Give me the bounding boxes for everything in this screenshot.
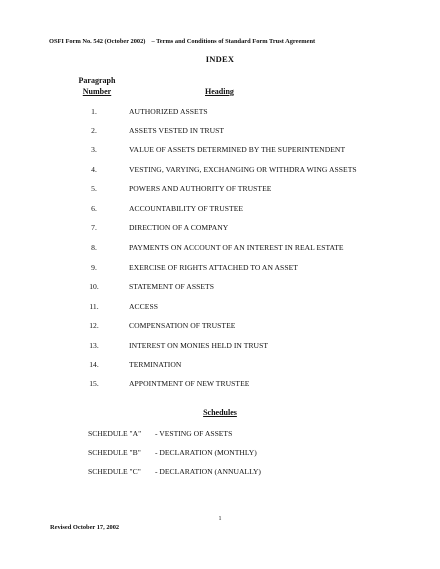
item-number: 14. (89, 360, 99, 369)
item-heading: STATEMENT OF ASSETS (129, 282, 215, 291)
item-number: 12. (89, 321, 99, 330)
schedule-row (0, 466, 440, 478)
paragraph-number-column-header (64, 75, 130, 97)
item-number: 7. (91, 223, 97, 232)
index-item (0, 106, 440, 118)
item-number: 3. (91, 145, 97, 154)
schedules-title: Schedules (203, 408, 237, 417)
schedule-label: SCHEDULE "C" (88, 467, 141, 476)
index-item (0, 378, 440, 390)
index-item (0, 203, 440, 215)
item-heading: COMPENSATION OF TRUSTEE (129, 321, 236, 330)
index-item (0, 359, 440, 371)
heading-column-header: Heading (205, 87, 234, 96)
index-item (0, 164, 440, 176)
item-number: 9. (91, 263, 97, 272)
item-number: 11. (89, 302, 99, 311)
paragraph-label: Paragraph (78, 76, 116, 85)
schedule-row (0, 428, 440, 440)
form-label: OSFI Form No. 542 (October 2002) (49, 38, 146, 45)
index-item (0, 242, 440, 254)
item-heading: VALUE OF ASSETS DETERMINED BY THE SUPERINTENDENT (129, 145, 346, 154)
item-number: 15. (89, 379, 99, 388)
item-number: 1. (91, 107, 97, 116)
item-heading: PAYMENTS ON ACCOUNT OF AN INTEREST IN REAL ESTATE (129, 243, 344, 252)
schedule-description: - DECLARATION (ANNUALLY) (155, 467, 261, 476)
form-header (49, 38, 315, 45)
item-number: 6. (91, 204, 97, 213)
page-number: 1 (218, 516, 222, 522)
item-heading: TERMINATION (129, 360, 182, 369)
index-item (0, 125, 440, 137)
item-heading: ACCOUNTABILITY OF TRUSTEE (129, 204, 244, 213)
index-item (0, 262, 440, 274)
item-number: 8. (91, 243, 97, 252)
item-heading: ACCESS (129, 302, 158, 311)
index-item (0, 183, 440, 195)
item-heading: APPOINTMENT OF NEW TRUSTEE (129, 379, 250, 388)
index-item (0, 340, 440, 352)
item-heading: DIRECTION OF A COMPANY (129, 223, 229, 232)
index-item (0, 281, 440, 293)
item-number: 5. (91, 184, 97, 193)
index-item (0, 144, 440, 156)
revised-date: Revised October 17, 2002 (50, 524, 120, 531)
schedule-description: - VESTING OF ASSETS (155, 429, 233, 438)
index-item (0, 301, 440, 313)
index-item (0, 222, 440, 234)
item-number: 2. (91, 126, 97, 135)
number-label: Number (82, 87, 112, 96)
schedule-description: - DECLARATION (MONTHLY) (155, 448, 257, 457)
item-heading: ASSETS VESTED IN TRUST (129, 126, 225, 135)
schedule-label: SCHEDULE "B" (88, 448, 141, 457)
item-number: 13. (89, 341, 99, 350)
form-title: – Terms and Conditions of Standard Form Trust Agreement (151, 38, 316, 45)
schedule-row (0, 447, 440, 459)
item-number: 10. (89, 282, 99, 291)
index-item (0, 320, 440, 332)
item-number: 4. (91, 165, 97, 174)
schedule-label: SCHEDULE "A" (88, 429, 142, 438)
item-heading: EXERCISE OF RIGHTS ATTACHED TO AN ASSET (129, 263, 298, 272)
item-heading: POWERS AND AUTHORITY OF TRUSTEE (129, 184, 272, 193)
item-heading: INTEREST ON MONIES HELD IN TRUST (129, 341, 269, 350)
item-heading: VESTING, VARYING, EXCHANGING OR WITHDRA WING ASSETS (129, 165, 357, 174)
index-title: INDEX (205, 54, 235, 64)
item-heading: AUTHORIZED ASSETS (129, 107, 208, 116)
